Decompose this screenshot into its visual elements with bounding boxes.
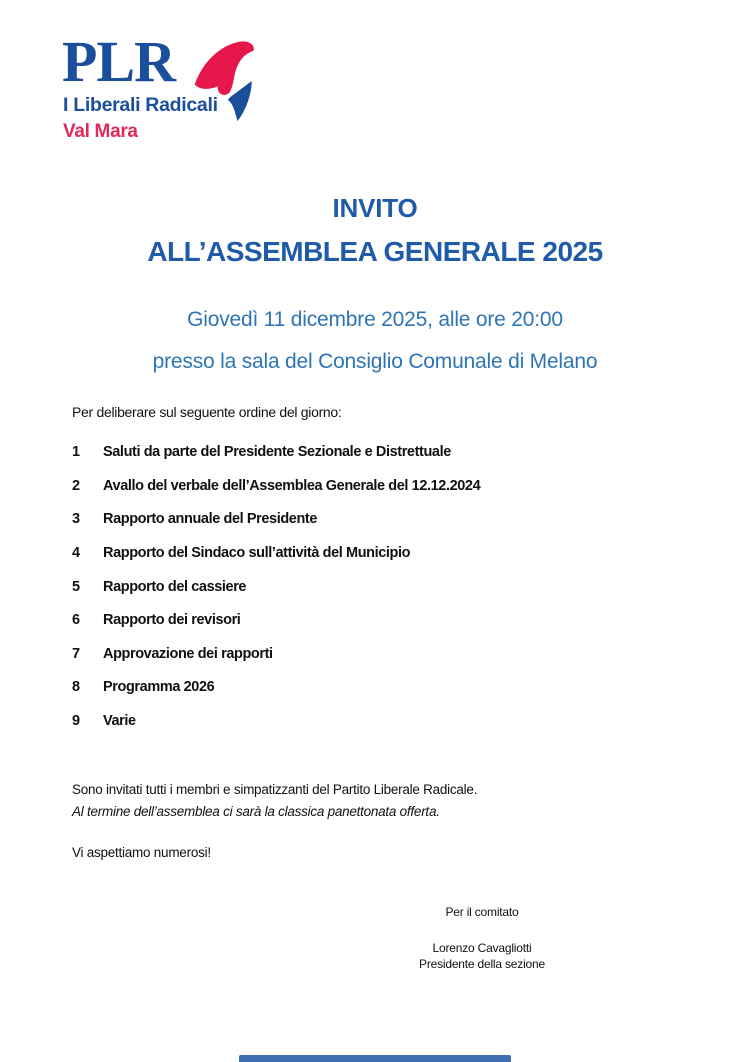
agenda-item-number: 6 [72,612,81,629]
agenda-item [72,579,692,613]
invitation-title: INVITO [332,193,418,223]
agenda-item-number: 8 [72,679,81,696]
agenda-item [72,713,692,747]
agenda-item-text: Rapporto annuale del Presidente [103,511,318,528]
agenda-item-text: Rapporto del cassiere [103,578,247,595]
signature-block [372,905,592,972]
agenda-intro: Per deliberare sul seguente ordine del giorno: [72,404,342,420]
plr-logo-region: Val Mara [63,121,138,142]
signature-for-line: Per il comitato [445,905,519,919]
agenda-item [72,511,692,545]
agenda-item-number: 3 [72,511,81,528]
closing-invitees: Sono invitati tutti i membri e simpatizzanti del Partito Liberale Radicale. [72,782,478,797]
plr-logo-acronym: PLR [62,29,175,94]
plr-logo-subtitle: I Liberali Radicali [63,94,218,116]
event-datetime: Giovedì 11 dicembre 2025, alle ore 20:00 [187,308,563,331]
agenda-item-text: Varie [103,713,136,730]
agenda-item [72,679,692,713]
agenda-item-text: Programma 2026 [103,679,215,696]
bottom-indicator-bar[interactable] [239,1055,511,1062]
agenda-item-number: 9 [72,713,81,730]
agenda-item-text: Saluti da parte del Presidente Sezionale e Distrettuale [103,444,451,460]
agenda-item [72,444,692,478]
agenda-list [72,444,692,747]
agenda-item [72,612,692,646]
agenda-item [72,478,692,512]
agenda-item [72,545,692,579]
agenda-item [72,646,692,680]
assembly-title: ALL’ASSEMBLEA GENERALE 2025 [147,236,603,267]
agenda-item-number: 5 [72,578,81,595]
agenda-item-number: 1 [72,444,81,460]
agenda-item-text: Approvazione dei rapporti [103,645,273,662]
signature-role: Presidente della sezione [419,957,545,971]
event-location: presso la sala del Consiglio Comunale di Melano [152,350,598,373]
closing-see-you: Vi aspettiamo numerosi! [72,845,211,860]
agenda-item-number: 2 [72,477,81,494]
agenda-item-number: 4 [72,544,81,561]
agenda-item-text: Rapporto del Sindaco sull’attività del Municipio [103,544,411,561]
signature-name: Lorenzo Cavagliotti [432,941,532,955]
agenda-item-number: 7 [72,645,81,662]
agenda-item-text: Avallo del verbale dell’Assemblea Generale del 12.12.2024 [103,477,481,494]
agenda-item-text: Rapporto dei revisori [103,612,241,629]
closing-panettonata-note: Al termine dell’assemblea ci sarà la classica panettonata offerta. [72,804,440,819]
